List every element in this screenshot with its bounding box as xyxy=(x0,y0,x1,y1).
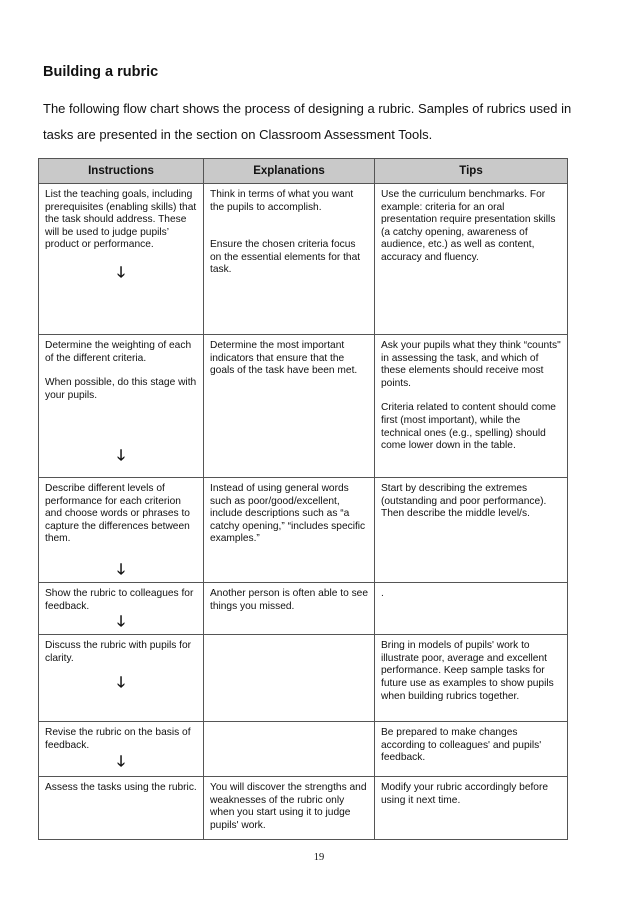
tips-cell xyxy=(375,335,568,478)
explanation-cell xyxy=(204,335,375,478)
down-arrow-icon: 🡓 xyxy=(117,447,125,465)
header-instructions: Instructions xyxy=(39,159,204,184)
down-arrow-icon: 🡓 xyxy=(117,613,125,631)
rubric-flow-table xyxy=(38,158,568,840)
tips-text: Use the curriculum benchmarks. For example: criteria for an oral presentation require presentation skills (a catchy opening, awareness of audience, etc.) as well as content, accuracy and fluency. xyxy=(381,189,556,263)
explanation-text: Ensure the chosen criteria focus on the essential elements for that task. xyxy=(210,239,361,276)
instruction-text: Revise the rubric on the basis of feedback. xyxy=(45,727,191,751)
tips-text: Modify your rubric accordingly before using it next time. xyxy=(381,782,549,806)
down-arrow-icon: 🡓 xyxy=(117,674,125,692)
table-header-row xyxy=(39,159,568,184)
instruction-cell xyxy=(39,478,204,583)
explanation-text: You will discover the strengths and weaknesses of the rubric only when you start using it to judge pupils' work. xyxy=(210,782,367,831)
instruction-text: Determine the weighting of each of the different criteria. xyxy=(45,340,192,364)
tips-cell xyxy=(375,722,568,777)
instruction-cell xyxy=(39,582,204,634)
explanation-text: Another person is often able to see things you missed. xyxy=(210,587,369,612)
tips-text: Ask your pupils what they think “counts" in assessing the task, and which of these elements should receive most points. xyxy=(381,340,561,389)
explanation-cell xyxy=(204,478,375,583)
tips-text: Start by describing the extremes (outstanding and poor performance). Then describe the middle level/s. xyxy=(381,483,547,520)
tips-cell xyxy=(375,635,568,722)
instruction-text: Describe different levels of performance for each criterion and choose words or phrases to capture the differences between them. xyxy=(45,483,190,545)
explanation-text: Determine the most important indicators that ensure that the goals of the task have been met. xyxy=(210,340,358,377)
instruction-cell xyxy=(39,335,204,478)
tips-cell xyxy=(375,582,568,634)
down-arrow-icon: 🡓 xyxy=(117,560,125,578)
explanation-cell xyxy=(204,722,375,777)
tips-text: Be prepared to make changes according to colleagues' and pupils' feedback. xyxy=(381,727,542,764)
instruction-text: Discuss the rubric with pupils for clarity. xyxy=(45,640,192,664)
table-row xyxy=(39,184,568,335)
table-row xyxy=(39,582,568,634)
table-row xyxy=(39,722,568,777)
instruction-text: Show the rubric to colleagues for feedback. xyxy=(45,587,194,612)
instruction-cell xyxy=(39,635,204,722)
instruction-text: When possible, do this stage with your pupils. xyxy=(45,377,197,401)
tips-text: . xyxy=(381,587,384,599)
tips-text: Criteria related to content should come first (most important), while the technical ones (e.g., spelling) should come lower down in the table. xyxy=(381,402,556,452)
tips-cell xyxy=(375,184,568,335)
tips-text: Bring in models of pupils' work to illustrate poor, average and excellent performance. Keep sample tasks for future use as examples to show pupils when building rubrics together. xyxy=(381,640,554,702)
table-row xyxy=(39,335,568,478)
page-heading: Building a rubric xyxy=(43,64,159,80)
explanation-cell xyxy=(204,184,375,335)
explanation-cell xyxy=(204,777,375,840)
tips-cell xyxy=(375,777,568,840)
header-tips: Tips xyxy=(375,159,568,184)
explanation-cell xyxy=(204,582,375,634)
explanation-text: Instead of using general words such as poor/good/excellent, include descriptions such as “a catchy opening,” “includes specific examples.” xyxy=(210,483,366,545)
instruction-cell xyxy=(39,722,204,777)
tips-cell xyxy=(375,478,568,583)
header-explanations: Explanations xyxy=(204,159,375,184)
instruction-cell xyxy=(39,184,204,335)
explanation-text: Think in terms of what you want the pupils to accomplish. xyxy=(210,189,354,213)
intro-paragraph: The following flow chart shows the process of designing a rubric. Samples of rubrics used in tasks are presented in the section on Classroom Assessment Tools. xyxy=(43,101,572,142)
explanation-cell xyxy=(204,635,375,722)
table-row xyxy=(39,635,568,722)
table-row xyxy=(39,478,568,583)
page-number: 19 xyxy=(313,852,325,863)
instruction-text: Assess the tasks using the rubric. xyxy=(45,782,197,794)
down-arrow-icon: 🡓 xyxy=(117,263,125,281)
instruction-text: List the teaching goals, including prerequisites (enabling skills) that the task should address. These will be used to judge pupils’ product or performance. xyxy=(45,189,197,251)
table-row xyxy=(39,777,568,840)
instruction-cell xyxy=(39,777,204,840)
down-arrow-icon: 🡓 xyxy=(117,753,125,771)
